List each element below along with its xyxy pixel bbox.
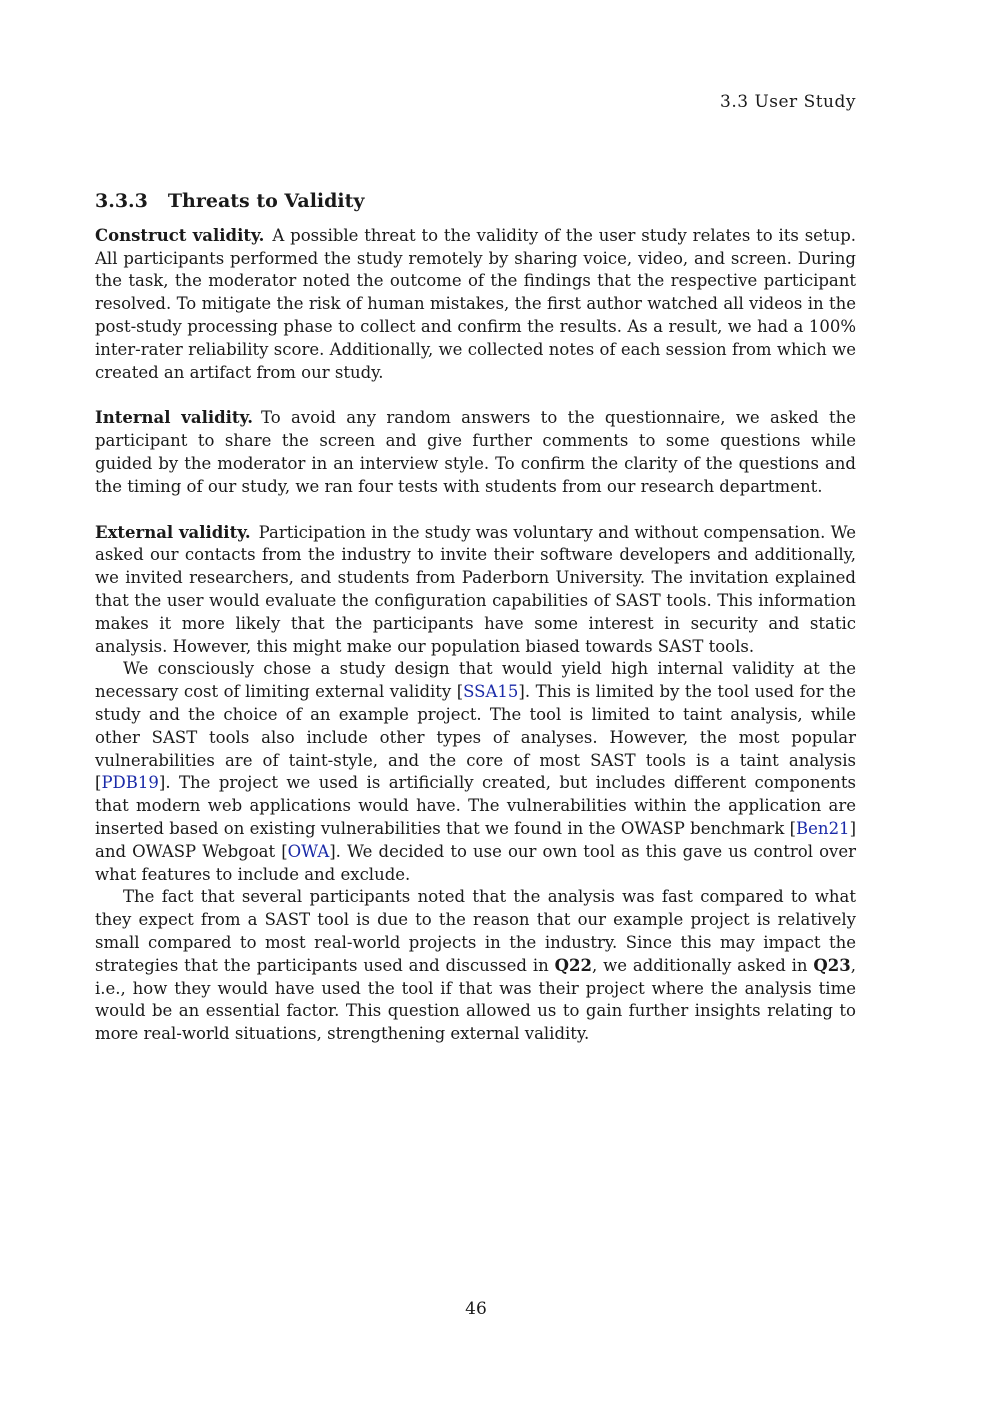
citation-link-pdb19[interactable]: PDB19: [101, 773, 159, 793]
text-run: We consciously chose a study design that would yield high internal validity at the necessary cost of limiting external validity [: [95, 659, 856, 702]
construct-validity-text: A possible threat to the validity of the user study relates to its setup. All participants performed the study remotely by sharing voice, video, and screen. During the task, the moderator noted the outcome of the findings that the respective participant resolved. To mitigate the risk of human mistakes, the first author watched all videos in the post-study processing phase to collect and confirm the results. As a result, we had a 100% inter-rater reliability score. Additionally, we collected notes of each session from which we created an artifact from our study.: [95, 225, 856, 382]
construct-validity-label: Construct validity.: [95, 225, 265, 245]
analysis-speed-paragraph: [95, 886, 856, 1046]
question-ref-q23: Q23: [813, 955, 851, 975]
running-head: 3.3 User Study: [720, 92, 856, 112]
internal-validity-paragraph: [95, 407, 856, 498]
question-ref-q22: Q22: [554, 955, 592, 975]
external-validity-paragraph: [95, 522, 856, 659]
text-run: ]. This is limited by the tool used for the study and the choice of an example project. The tool is limited to taint analysis, while other SAST tools also include other types of analyses. However, the most popular vulnerabilities are of taint-style, and the core of most SAST tools is a taint analysis [: [95, 682, 856, 793]
page-number: 46: [465, 1299, 487, 1319]
external-validity-text: Participation in the study was voluntary and without compensation. We asked our contacts from the industry to invite their software developers and additionally, we invited researchers, and students from Paderborn University. The invitation explained that the user would evaluate the configuration capabilities of SAST tools. This information makes it more likely that the participants have some interest in security and static analysis. However, this might make our population biased towards SAST tools.: [95, 522, 856, 656]
citation-link-owa[interactable]: OWA: [287, 841, 330, 861]
construct-validity-paragraph: [95, 225, 856, 385]
text-run: ] and OWASP Webgoat [: [95, 818, 856, 861]
text-run: , i.e., how they would have used the tool if that was their project where the analysis time would be an essential factor. This question allowed us to gain further insights relating to more real-world situations, strengthening external validity.: [95, 955, 856, 1044]
text-run: , we additionally asked in: [591, 955, 814, 975]
section-heading: [95, 190, 856, 213]
citation-link-ben21[interactable]: Ben21: [796, 818, 850, 838]
section-number: 3.3.3: [95, 190, 148, 212]
section-title: Threats to Validity: [167, 190, 365, 212]
internal-validity-text: To avoid any random answers to the questionnaire, we asked the participant to share the screen and give further comments to some questions while guided by the moderator in an interview style. To confirm the clarity of the questions and the timing of our study, we ran four tests with students from our research department.: [95, 408, 856, 496]
text-run: ]. We decided to use our own tool as this gave us control over what features to include and exclude.: [95, 841, 856, 884]
text-run: The fact that several participants noted that the analysis was fast compared to what they expect from a SAST tool is due to the reason that our example project is relatively small compared to most real-world projects in the industry. Since this may impact the strategies that the participants used and discussed in: [95, 887, 856, 975]
text-run: ]. The project we used is artificially created, but includes different components that modern web applications would have. The vulnerabilities within the application are inserted based on existing vulnerabilities that we found in the OWASP benchmark [: [95, 773, 856, 838]
study-design-paragraph: [95, 658, 856, 886]
external-validity-label: External validity.: [95, 522, 251, 542]
body-content: [95, 190, 856, 1046]
internal-validity-label: Internal validity.: [95, 408, 253, 428]
citation-link-ssa15[interactable]: SSA15: [463, 682, 519, 702]
